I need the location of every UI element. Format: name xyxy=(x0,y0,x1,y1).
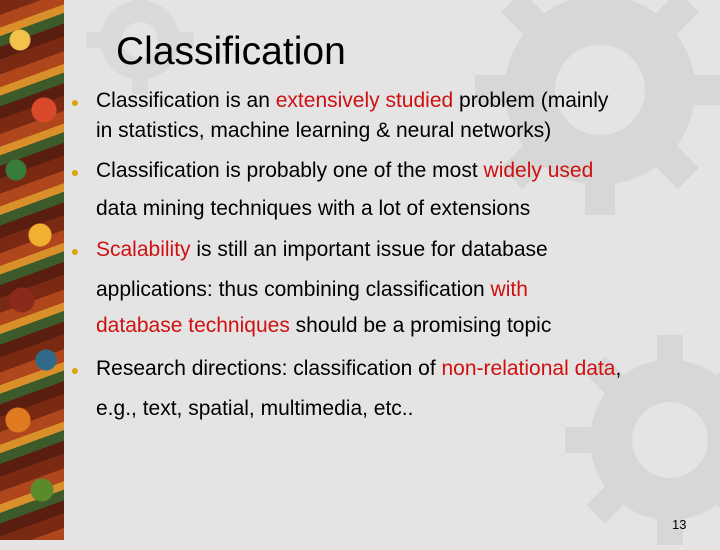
bullet-line xyxy=(96,277,528,303)
bullet-line xyxy=(96,237,548,263)
bullet-line xyxy=(96,313,551,339)
body-text: data mining techniques with a lot of extensions xyxy=(96,197,531,220)
highlighted-text: with xyxy=(490,278,528,301)
highlighted-text: non-relational data xyxy=(441,357,616,380)
body-text: Classification is an xyxy=(96,89,276,112)
highlighted-text: Scalability xyxy=(96,238,191,261)
body-text: applications: thus combining classification xyxy=(96,278,491,301)
body-text: , xyxy=(615,357,622,380)
bullet-line xyxy=(96,396,413,422)
bullet-symbol-icon: ● xyxy=(70,243,80,259)
bullet-line xyxy=(96,158,593,184)
body-text: is still an important issue for database xyxy=(190,238,548,261)
highlighted-text: extensively studied xyxy=(275,89,454,112)
bullet-line xyxy=(96,356,621,382)
bullet-symbol-icon: ● xyxy=(70,164,80,180)
bullet-line xyxy=(96,118,551,144)
highlighted-text: database techniques xyxy=(96,314,290,337)
body-text: Research directions: classification of xyxy=(96,357,442,380)
body-text: should be a promising topic xyxy=(289,314,552,337)
bullet-symbol-icon: ● xyxy=(70,94,80,110)
page-number: 13 xyxy=(672,517,687,532)
bullet-line xyxy=(96,196,530,222)
body-text: in statistics, machine learning & neural networks) xyxy=(96,119,552,142)
slide-title: Classification xyxy=(116,30,346,73)
body-text: Classification is probably one of the most xyxy=(96,159,484,182)
bullet-symbol-icon: ● xyxy=(70,362,80,378)
body-text: problem (mainly xyxy=(453,89,609,112)
body-text: e.g., text, spatial, multimedia, etc.. xyxy=(96,397,414,420)
highlighted-text: widely used xyxy=(483,159,594,182)
bullet-line xyxy=(96,88,608,114)
decorative-side-strip xyxy=(0,0,64,540)
